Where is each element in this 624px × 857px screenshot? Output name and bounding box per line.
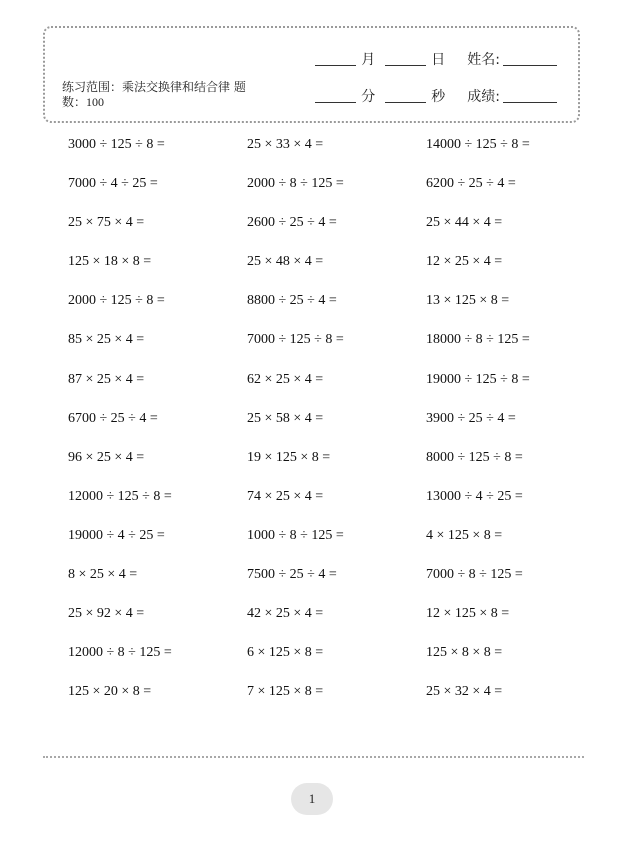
- problem-grid: [68, 136, 588, 722]
- minute-blank[interactable]: [315, 101, 356, 103]
- problem-item: 7000 ÷ 125 ÷ 8 =: [247, 332, 344, 348]
- second-blank[interactable]: [385, 101, 426, 103]
- problem-item: 125 × 18 × 8 =: [68, 254, 152, 270]
- problem-item: 8000 ÷ 125 ÷ 8 =: [426, 449, 523, 465]
- worksheet-header: [43, 26, 580, 123]
- problem-count-label: 题数：: [62, 80, 246, 109]
- problem-item: 6700 ÷ 25 ÷ 4 =: [68, 410, 158, 426]
- problem-item: 85 × 25 × 4 =: [68, 332, 145, 348]
- problem-item: 42 × 25 × 4 =: [247, 606, 324, 622]
- problem-item: 13 × 125 × 8 =: [426, 293, 510, 309]
- problem-item: 6 × 125 × 8 =: [247, 645, 324, 661]
- problem-item: 2000 ÷ 125 ÷ 8 =: [68, 293, 165, 309]
- problem-item: 12 × 25 × 4 =: [426, 254, 503, 270]
- minute-label: 分: [361, 89, 376, 105]
- problem-item: 12000 ÷ 125 ÷ 8 =: [68, 488, 172, 504]
- month-blank[interactable]: [315, 64, 356, 66]
- practice-info: [62, 80, 252, 110]
- problem-item: 6200 ÷ 25 ÷ 4 =: [426, 176, 516, 192]
- day-label: 日: [431, 52, 446, 68]
- problem-item: 3000 ÷ 125 ÷ 8 =: [68, 137, 165, 152]
- problem-count-value: 100: [86, 95, 105, 109]
- problem-item: 8800 ÷ 25 ÷ 4 =: [247, 293, 337, 309]
- problem-item: 25 × 75 × 4 =: [68, 215, 145, 231]
- problem-item: 4 × 125 × 8 =: [426, 527, 503, 543]
- problem-item: 18000 ÷ 8 ÷ 125 =: [426, 332, 530, 348]
- problem-item: 96 × 25 × 4 =: [68, 449, 145, 465]
- problem-item: 25 × 32 × 4 =: [426, 684, 503, 700]
- problem-item: 8 × 25 × 4 =: [68, 567, 138, 583]
- problem-item: 14000 ÷ 125 ÷ 8 =: [426, 137, 530, 152]
- problem-item: 25 × 48 × 4 =: [247, 254, 324, 270]
- time-score-row: [315, 86, 562, 106]
- problem-item: 19000 ÷ 125 ÷ 8 =: [426, 371, 530, 387]
- problem-item: 1000 ÷ 8 ÷ 125 =: [247, 527, 344, 543]
- problem-item: 125 × 20 × 8 =: [68, 684, 152, 700]
- problem-item: 3900 ÷ 25 ÷ 4 =: [426, 410, 516, 426]
- name-blank[interactable]: [503, 64, 557, 66]
- problem-item: 125 × 8 × 8 =: [426, 645, 503, 661]
- name-label: 姓名:: [467, 52, 500, 68]
- problem-item: 62 × 25 × 4 =: [247, 371, 324, 387]
- problem-item: 19 × 125 × 8 =: [247, 449, 331, 465]
- problem-item: 19000 ÷ 4 ÷ 25 =: [68, 527, 165, 543]
- problem-item: 12000 ÷ 8 ÷ 125 =: [68, 645, 172, 661]
- problem-item: 2600 ÷ 25 ÷ 4 =: [247, 215, 337, 231]
- month-label: 月: [361, 52, 376, 68]
- problem-item: 2000 ÷ 8 ÷ 125 =: [247, 176, 344, 192]
- problem-item: 25 × 44 × 4 =: [426, 215, 503, 231]
- problem-item: 25 × 92 × 4 =: [68, 606, 145, 622]
- problem-item: 7 × 125 × 8 =: [247, 684, 324, 700]
- problem-item: 7000 ÷ 4 ÷ 25 =: [68, 176, 158, 192]
- footer-divider: [43, 756, 584, 758]
- day-blank[interactable]: [385, 64, 426, 66]
- date-name-row: [315, 49, 562, 69]
- problem-item: 13000 ÷ 4 ÷ 25 =: [426, 488, 523, 504]
- score-label: 成绩:: [467, 89, 500, 105]
- practice-range-label: 练习范围：乘法交换律和结合律: [62, 80, 231, 94]
- problem-item: 7500 ÷ 25 ÷ 4 =: [247, 567, 337, 583]
- score-blank[interactable]: [503, 101, 557, 103]
- problem-item: 87 × 25 × 4 =: [68, 371, 145, 387]
- problem-item: 25 × 58 × 4 =: [247, 410, 324, 426]
- problem-item: 25 × 33 × 4 =: [247, 137, 324, 152]
- problem-item: 12 × 125 × 8 =: [426, 606, 510, 622]
- second-label: 秒: [431, 89, 446, 105]
- problem-item: 74 × 25 × 4 =: [247, 488, 324, 504]
- page-number: 1: [291, 783, 333, 815]
- problem-item: 7000 ÷ 8 ÷ 125 =: [426, 567, 523, 583]
